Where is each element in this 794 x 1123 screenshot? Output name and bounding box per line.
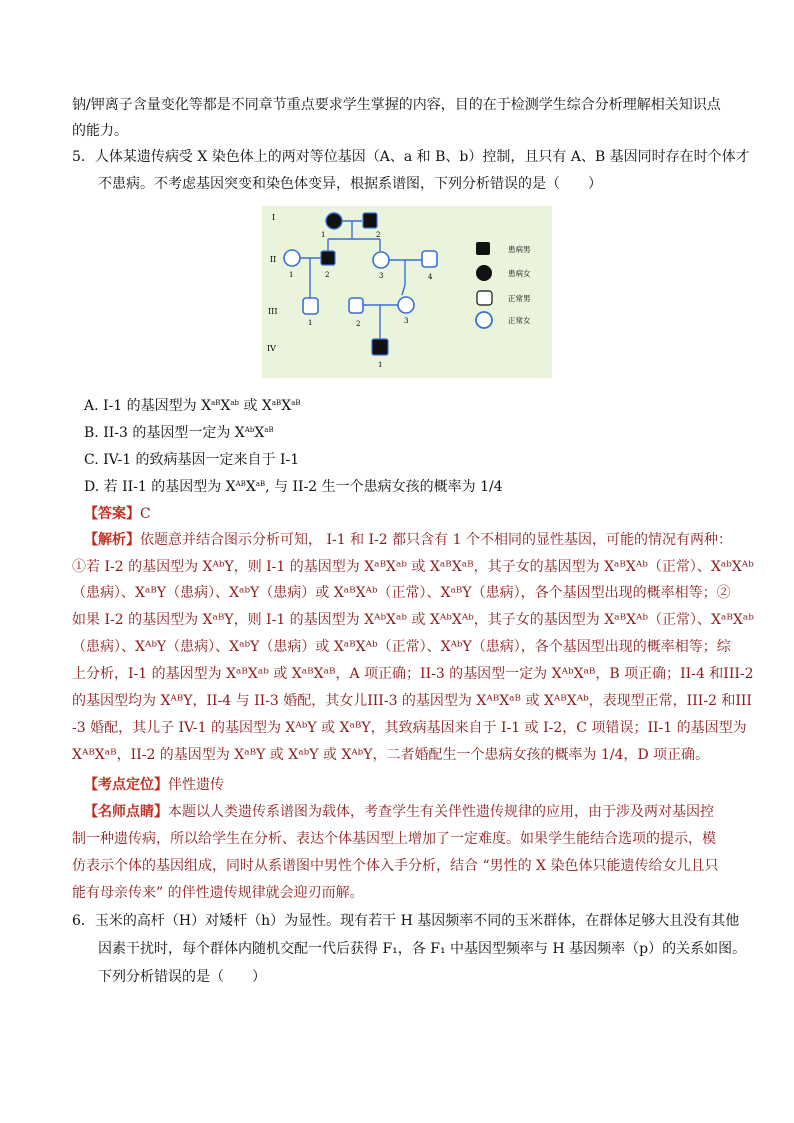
q5-option-c: C. IV-1 的致病基因一定来自于 I-1 xyxy=(84,452,300,468)
q6-stem-line-1: 6．玉米的高杆（H）对矮杆（h）为显性。现有若干 H 基因频率不同的玉米群体，在群体足够大且没有其他 xyxy=(72,913,740,929)
mingshi-line-3: 仿表示个体的基因组成，同时从系谱图中男性个体入手分析，结合 “男性的 X 染色体只能遗传给女儿且只 xyxy=(72,858,719,874)
gen-label-ii: II xyxy=(270,255,277,264)
ii2-label: 2 xyxy=(325,271,330,279)
analysis-line-4: 如果 I-2 的基因型为 XᵃᴮY，则 I-1 的基因型为 XᴬᵇXᵃᵇ 或 XᴬᵇXᴬᵇ，其子女的基因型为 XᵃᴮXᴬᵇ（正常）、XᵃᴮXᵃᵇ xyxy=(72,612,754,628)
analysis-line-9: XᴬᴮXᵃᴮ，II-2 的基因型为 XᵃᴮY 或 XᵃᵇY 或 XᴬᵇY，二者婚配生一个患病女孩的概率为 1/4，D 项正确。 xyxy=(72,747,710,763)
q5-option-d: D. 若 II-1 的基因型为 $X^{AB}X^{aB}$, 与 II-2 生一个患病女孩的概率为 1/4 xyxy=(84,479,503,495)
i2-label: 2 xyxy=(376,231,381,239)
iii1-label: 1 xyxy=(308,319,313,327)
i1-label: 1 xyxy=(321,231,326,239)
legend-affected-male-label: 患病男 xyxy=(508,245,531,254)
pedigree-chart xyxy=(262,206,552,378)
analysis-line-8: -3 婚配，其儿子 IV-1 的基因型为 XᴬᵇY 或 XᵃᴮY，其致病基因来自于 I-1 或 I-2，C 项错误；II-1 的基因型为 xyxy=(72,720,747,736)
q6-stem-line-3: 下列分析错误的是（ ） xyxy=(98,969,266,985)
kaodian-line: 【考点定位】伴性遗传 xyxy=(84,777,224,793)
kaodian-label: 【考点定位】 xyxy=(84,777,168,793)
iv1-affected-male xyxy=(372,339,388,355)
ii4-normal-male xyxy=(422,251,437,267)
gen-label-iii: III xyxy=(268,307,278,316)
ii3-normal-female xyxy=(373,252,389,268)
i1-affected-female xyxy=(326,213,342,229)
i2-affected-male xyxy=(363,213,377,228)
ii4-label: 4 xyxy=(428,273,433,281)
carryover-line-1: 钠/钾离子含量变化等都是不同章节重点要求学生掌握的内容，目的在于检测学生综合分析理解相关知识点 xyxy=(72,97,721,113)
ii2-affected-male xyxy=(321,251,335,265)
gen-label-iv: IV xyxy=(267,344,276,353)
ii1-label: 1 xyxy=(289,271,294,279)
iii3-label: 3 xyxy=(404,317,409,325)
iii1-normal-male xyxy=(303,298,318,314)
legend-affected-female-icon xyxy=(476,265,492,281)
iii2-label: 2 xyxy=(356,320,361,328)
iii2-normal-male xyxy=(349,298,363,313)
ii1-normal-female xyxy=(284,250,300,266)
ii3-label: 3 xyxy=(379,272,384,280)
analysis-line-5: （患病）、XᴬᵇY（患病）、XᵃᵇY（患病）或 XᵃᴮXᴬᵇ（正常）、XᴬᵇY（患病），各个基因型出现的概率相等；综 xyxy=(72,639,731,655)
analysis-line-2: ①若 I-2 的基因型为 XᴬᵇY，则 I-1 的基因型为 XᵃᴮXᵃᵇ 或 XᵃᴮXᵃᴮ，其子女的基因型为 XᵃᴮXᴬᵇ（正常）、XᵃᵇXᴬᵇ xyxy=(72,559,754,575)
q5-stem-line-1: 5．人体某遗传病受 X 染色体上的两对等位基因（A、a 和 B、b）控制，且只有 A、B 基因同时存在时个体才 xyxy=(72,149,750,165)
carryover-line-2: 的能力。 xyxy=(72,123,128,139)
q5-stem-line-2: 不患病。不考虑基因突变和染色体变异，根据系谱图，下列分析错误的是（ ） xyxy=(98,176,602,192)
answer-label: 【答案】 xyxy=(84,506,140,522)
gen-label-i: I xyxy=(272,213,276,222)
iv1-label: 1 xyxy=(378,361,383,369)
iii3-normal-female xyxy=(398,297,414,313)
mingshi-label: 【名师点睛】 xyxy=(84,804,168,820)
legend-normal-female-icon xyxy=(476,312,492,328)
q6-stem-line-2: 因素干扰时，每个群体内随机交配一代后获得 F₁，各 F₁ 中基因型频率与 H 基因频率（p）的关系如图。 xyxy=(98,941,747,957)
legend-affected-female-label: 患病女 xyxy=(508,269,531,278)
analysis-line-7: 的基因型均为 XᴬᴮY，II-4 与 II-3 婚配，其女儿III-3 的基因型为 XᴬᴮXᵃᴮ 或 XᴬᴮXᴬᵇ，表现型正常，III-2 和III xyxy=(72,693,752,709)
analysis-line-6: 上分析，I-1 的基因型为 XᵃᴮXᵃᵇ 或 XᵃᴮXᵃᴮ，A 项正确；II-3 的基因型一定为 XᴬᵇXᵃᴮ，B 项正确；II-4 和III-2 xyxy=(72,666,754,682)
q5-answer xyxy=(84,505,151,523)
q5-option-b: B. II-3 的基因型一定为 $X^{Ab}X^{aB}$ xyxy=(84,425,274,441)
mingshi-line-4: 能有母亲传来” 的伴性遗传规律就会迎刃而解。 xyxy=(72,885,364,901)
pedigree-figure xyxy=(262,206,552,378)
analysis-label: 【解析】 xyxy=(84,532,140,548)
analysis-line-3: （患病）、XᵃᴮY（患病）、XᵃᵇY（患病）或 XᵃᴮXᴬᵇ（正常）、XᵃᴮY（患病），各个基因型出现的概率相等；② xyxy=(72,585,731,601)
legend-affected-male-icon xyxy=(476,242,490,255)
q5-option-a: A. I-1 的基因型为 $X^{aB}X^{ab}$ 或 $X^{aB}X^{aB}$ xyxy=(84,398,301,414)
legend-normal-female-label: 正常女 xyxy=(508,316,531,325)
mingshi-line-1: 【名师点睛】本题以人类遗传系谱图为载体，考查学生有关伴性遗传规律的应用，由于涉及两对基因控 xyxy=(84,804,714,820)
analysis-line-1: 【解析】依题意并结合图示分析可知， I-1 和 I-2 都只含有 1 个不相同的显性基因，可能的情况有两种： xyxy=(84,532,732,548)
legend-normal-male-label: 正常男 xyxy=(508,294,531,303)
legend-normal-male-icon xyxy=(477,291,492,305)
mingshi-line-2: 制一种遗传病，所以给学生在分析、表达个体基因型上增加了一定难度。如果学生能结合选项的提示，模 xyxy=(72,831,716,847)
answer-value: C xyxy=(140,506,151,522)
